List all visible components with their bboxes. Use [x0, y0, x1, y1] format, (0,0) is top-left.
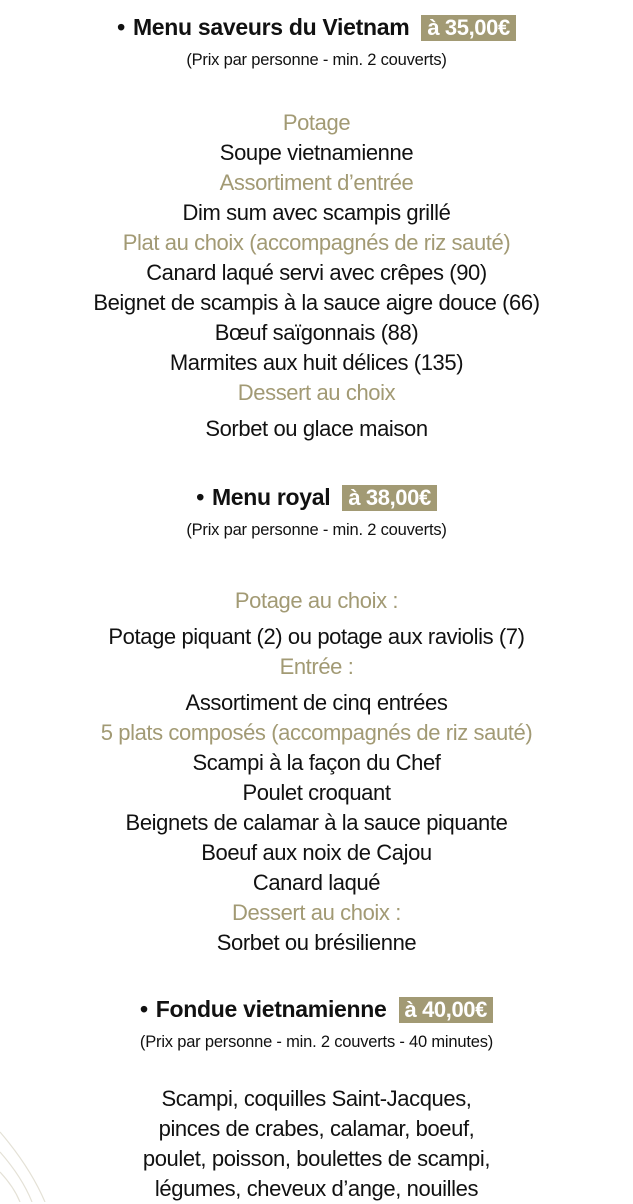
menu-lines	[0, 108, 633, 444]
dish-item: Marmites aux huit délices (135)	[169, 350, 464, 375]
category-label: Potage	[282, 110, 351, 135]
price-note: (Prix par personne - min. 2 couverts - 40 minutes)	[139, 1033, 494, 1051]
dish-item: Potage piquant (2) ou potage aux raviolis (7)	[108, 624, 525, 649]
category-label: 5 plats composés (accompagnés de riz sauté)	[100, 720, 533, 745]
price-note: (Prix par personne - min. 2 couverts)	[186, 521, 447, 539]
dish-item: Dim sum avec scampis grillé	[182, 200, 451, 225]
category-label: Dessert au choix :	[232, 900, 401, 925]
dish-item: Assortiment de cinq entrées	[185, 690, 448, 715]
menu-lines	[0, 586, 633, 958]
price-badge: à 38,00€	[342, 485, 436, 511]
menu-title: Menu royal	[211, 484, 331, 510]
menu-title-row	[0, 996, 633, 1023]
dish-item: Bœuf saïgonnais (88)	[214, 320, 419, 345]
dish-item: Beignet de scampis à la sauce aigre douce (66)	[93, 290, 540, 315]
dish-item: Sorbet ou glace maison	[205, 416, 428, 441]
menu-lines	[0, 1084, 633, 1204]
dish-item: Soupe vietnamienne	[219, 140, 414, 165]
dish-item: Beignets de calamar à la sauce piquante	[125, 810, 508, 835]
menu-section-saveurs-vietnam	[0, 14, 633, 444]
bullet-icon: •	[140, 996, 148, 1022]
bullet-icon: •	[117, 14, 125, 40]
category-label: Potage au choix :	[234, 588, 399, 613]
menu-section-fondue	[0, 996, 633, 1204]
price-badge: à 40,00€	[399, 997, 493, 1023]
menu-title: Fondue vietnamienne	[155, 996, 387, 1022]
dish-item: Boeuf aux noix de Cajou	[201, 840, 432, 865]
dish-item: Sorbet ou brésilienne	[216, 930, 417, 955]
category-label: Dessert au choix	[237, 380, 396, 405]
dish-item: pinces de crabes, calamar, boeuf,	[158, 1116, 475, 1141]
category-label: Plat au choix (accompagnés de riz sauté)	[122, 230, 511, 255]
dish-item: poulet, poisson, boulettes de scampi,	[142, 1146, 491, 1171]
dish-item: légumes, cheveux d’ange, nouilles	[154, 1176, 479, 1201]
dish-item: Poulet croquant	[242, 780, 391, 805]
dish-item: Scampi, coquilles Saint-Jacques,	[161, 1086, 472, 1111]
dish-item: Canard laqué	[252, 870, 381, 895]
menu-title-row	[0, 484, 633, 511]
category-label: Assortiment d’entrée	[219, 170, 414, 195]
corner-decoration	[0, 1112, 60, 1202]
category-label: Entrée :	[279, 654, 354, 679]
menu-title-row	[0, 14, 633, 41]
dish-item: Canard laqué servi avec crêpes (90)	[146, 260, 487, 285]
price-badge: à 35,00€	[421, 15, 515, 41]
dish-item: Scampi à la façon du Chef	[192, 750, 441, 775]
menu-section-royal	[0, 484, 633, 958]
menu-title: Menu saveurs du Vietnam	[132, 14, 410, 40]
bullet-icon: •	[196, 484, 204, 510]
price-note: (Prix par personne - min. 2 couverts)	[186, 51, 447, 69]
